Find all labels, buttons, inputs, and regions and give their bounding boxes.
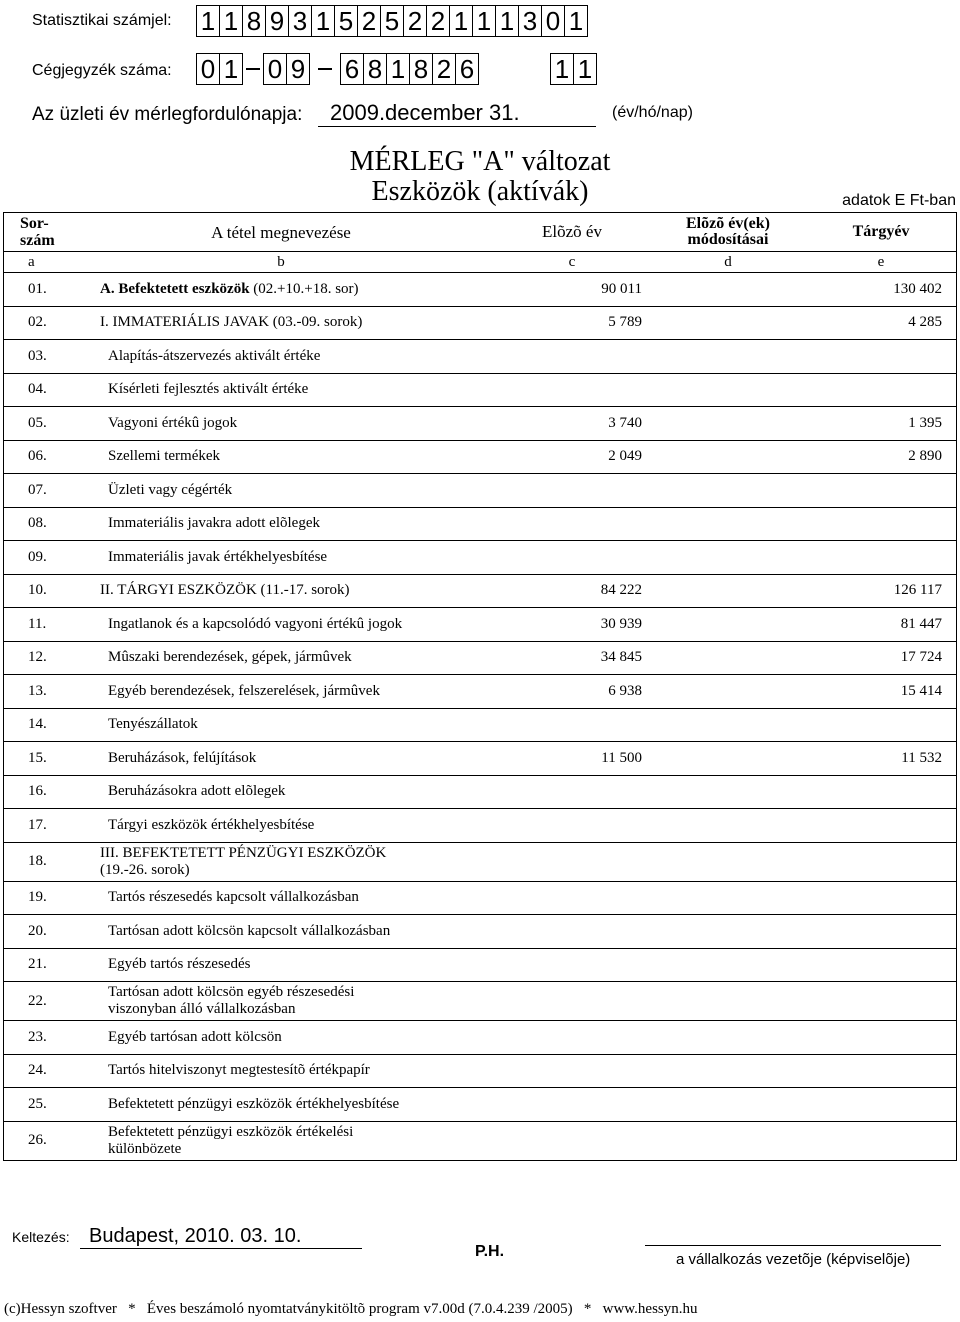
table-row: [4, 608, 956, 642]
digit-box: 1: [564, 5, 588, 37]
row-number: 11.: [28, 615, 47, 632]
row-number: 01.: [28, 280, 47, 297]
row-current-year: 17 724: [900, 649, 942, 666]
row-current-year: 2 890: [908, 448, 942, 465]
row-number: 14.: [28, 716, 47, 733]
table-row: [4, 273, 956, 307]
row-prev-year: 30 939: [600, 615, 642, 632]
row-label: Egyéb berendezések, felszerelések, jármûvek: [108, 682, 380, 699]
row-label: Befektetett pénzügyi eszközök értékhelyesbítése: [108, 1095, 400, 1112]
row-prev-year: 90 011: [601, 280, 642, 297]
col-header-prev: Elõzõ év: [542, 222, 602, 241]
unit-note: adatok E Ft-ban: [842, 192, 956, 209]
digit-box: 8: [242, 5, 266, 37]
signature-line: [645, 1245, 941, 1246]
row-number: 12.: [28, 649, 47, 666]
table-row: [4, 949, 956, 983]
digit-box: 0: [541, 5, 565, 37]
ceg-number-boxes: [197, 53, 597, 85]
row-current-year: 4 285: [908, 314, 942, 331]
row-label: A. Befektetett eszközök (02.+10.+18. sor): [100, 280, 359, 297]
row-label: Tárgyi eszközök értékhelyesbítése: [108, 816, 315, 833]
digit-box: 1: [550, 53, 574, 85]
table-body: [4, 273, 956, 1160]
row-label: Vagyoni értékû jogok: [108, 414, 238, 431]
row-label: Alapítás-átszervezés aktivált értéke: [108, 347, 321, 364]
digit-box: 0: [263, 53, 287, 85]
date-value: 2009.december 31.: [318, 100, 596, 127]
table-row: [4, 642, 956, 676]
row-prev-year: 11 500: [601, 749, 642, 766]
ceg-group-2: [264, 53, 310, 85]
row-prev-year: 3 740: [608, 414, 642, 431]
row-prev-year: 84 222: [600, 582, 642, 599]
column-letter-row: [4, 252, 956, 273]
table-row: [4, 374, 956, 408]
date-label: Az üzleti év mérlegfordulónapja:: [32, 104, 303, 125]
date-unit: (év/hó/nap): [612, 104, 693, 121]
row-number: 23.: [28, 1028, 47, 1045]
digit-box: 3: [288, 5, 312, 37]
table-row: [4, 307, 956, 341]
row-number: 13.: [28, 682, 47, 699]
digit-box: 6: [340, 53, 364, 85]
stat-number-boxes: [197, 5, 588, 37]
row-number: 07.: [28, 481, 47, 498]
date-place-label: Keltezés:: [12, 1229, 70, 1245]
balance-table: [3, 212, 957, 1161]
col-header-mod: Elõzõ év(ek) módosításai: [686, 215, 770, 248]
row-number: 18.: [28, 853, 47, 869]
table-row: [4, 441, 956, 475]
table-row: [4, 843, 956, 882]
row-current-year: 126 117: [893, 582, 942, 599]
digit-box: 5: [334, 5, 358, 37]
row-label: Tartós részesedés kapcsolt vállalkozásban: [108, 889, 359, 906]
row-label: Befektetett pénzügyi eszközök értékelési különbözete: [108, 1123, 354, 1157]
row-label: Egyéb tartósan adott kölcsön: [108, 1028, 282, 1045]
signature-label: a vállalkozás vezetõje (képviselõje): [676, 1251, 911, 1268]
table-row: [4, 575, 956, 609]
table-row: [4, 474, 956, 508]
row-label: Immateriális javak értékhelyesbítése: [108, 548, 328, 565]
digit-box: 3: [518, 5, 542, 37]
col-header-no: Sor- szám: [20, 215, 55, 249]
digit-box: 1: [495, 5, 519, 37]
table-row: [4, 508, 956, 542]
table-row: [4, 1055, 956, 1089]
row-number: 21.: [28, 956, 47, 973]
row-number: 19.: [28, 889, 47, 906]
digit-box: 9: [265, 5, 289, 37]
digit-box: 8: [409, 53, 433, 85]
row-label: Ingatlanok és a kapcsolódó vagyoni értékû jogok: [108, 615, 403, 632]
row-number: 17.: [28, 816, 47, 833]
stamp-placeholder: P.H.: [475, 1243, 505, 1260]
digit-box: 1: [472, 5, 496, 37]
row-label: III. BEFEKTETETT PÉNZÜGYI ESZKÖZÖK (19.-26. sorok): [100, 844, 387, 878]
digit-box: 8: [363, 53, 387, 85]
row-label: Immateriális javakra adott elõlegek: [108, 515, 320, 532]
table-header-row: [4, 213, 956, 252]
title-line1: MÉRLEG "A" változat: [349, 146, 611, 177]
row-number: 06.: [28, 448, 47, 465]
ceg-group-3: [341, 53, 479, 85]
table-row: [4, 1088, 956, 1122]
row-number: 16.: [28, 783, 47, 800]
col-header-name: A tétel megnevezése: [211, 222, 351, 242]
row-label: Tartósan adott kölcsön egyéb részesedési viszonyban álló vállalkozásban: [108, 984, 355, 1017]
row-number: 04.: [28, 381, 47, 398]
row-number: 24.: [28, 1062, 47, 1079]
row-label: Beruházásokra adott elõlegek: [108, 783, 286, 800]
ceg-dash: [318, 68, 332, 70]
row-prev-year: 6 938: [608, 682, 642, 699]
digit-box: 6: [455, 53, 479, 85]
digit-box: 5: [380, 5, 404, 37]
letter-b: b: [277, 253, 285, 270]
ceg-group-1: [197, 53, 243, 85]
row-number: 26.: [28, 1132, 47, 1148]
row-number: 20.: [28, 922, 47, 939]
digit-box: 1: [219, 5, 243, 37]
digit-box: 1: [449, 5, 473, 37]
row-number: 09.: [28, 548, 47, 565]
row-prev-year: 2 049: [608, 448, 642, 465]
footer-note: (c)Hessyn szoftver * Éves beszámoló nyomtatványkitöltõ program v7.00d (7.0.4.239 /2005) * www.hessyn.hu: [4, 1301, 698, 1317]
row-label: Egyéb tartós részesedés: [108, 956, 251, 973]
row-number: 25.: [28, 1095, 47, 1112]
letter-c: c: [568, 253, 576, 270]
digit-box: 0: [196, 53, 220, 85]
table-row: [4, 915, 956, 949]
row-label: Tartósan adott kölcsön kapcsolt vállalkozásban: [108, 922, 391, 939]
table-row: [4, 809, 956, 843]
row-label: II. TÁRGYI ESZKÖZÖK (11.-17. sorok): [100, 582, 350, 599]
date-place-value: Budapest, 2010. 03. 10.: [80, 1224, 362, 1249]
letter-a: a: [28, 253, 35, 270]
ceg-dash: [246, 68, 260, 70]
row-label-bold: A. Befektetett eszközök: [100, 280, 250, 297]
digit-box: 2: [426, 5, 450, 37]
table-row: [4, 1122, 956, 1160]
digit-box: 2: [357, 5, 381, 37]
table-row: [4, 1021, 956, 1055]
row-prev-year: 5 789: [608, 314, 642, 331]
table-row: [4, 982, 956, 1021]
row-number: 05.: [28, 414, 47, 431]
row-label: Üzleti vagy cégérték: [108, 481, 233, 498]
title-line2: Eszközök (aktívák): [371, 176, 589, 207]
row-current-year: 1 395: [908, 414, 942, 431]
row-current-year: 11 532: [901, 749, 942, 766]
ceg-group-4: [551, 53, 597, 85]
table-row: [4, 407, 956, 441]
table-row: [4, 709, 956, 743]
table-row: [4, 541, 956, 575]
row-label: Tartós hitelviszonyt megtestesítõ értékpapír: [108, 1062, 370, 1079]
row-label: Mûszaki berendezések, gépek, jármûvek: [108, 649, 352, 666]
letter-d: d: [724, 253, 732, 270]
row-prev-year: 34 845: [600, 649, 642, 666]
digit-box: 1: [311, 5, 335, 37]
table-row: [4, 882, 956, 916]
row-current-year: 81 447: [900, 615, 942, 632]
row-current-year: 15 414: [900, 682, 942, 699]
row-number: 08.: [28, 515, 47, 532]
row-label: Kísérleti fejlesztés aktivált értéke: [108, 381, 309, 398]
digit-box: 1: [573, 53, 597, 85]
digit-box: 9: [286, 53, 310, 85]
table-row: [4, 776, 956, 810]
row-label: Szellemi termékek: [108, 448, 221, 465]
row-number: 03.: [28, 347, 47, 364]
row-number: 10.: [28, 582, 47, 599]
digit-box: 1: [196, 5, 220, 37]
row-current-year: 130 402: [893, 280, 942, 297]
row-label: I. IMMATERIÁLIS JAVAK (03.-09. sorok): [100, 314, 363, 331]
ceg-label: Cégjegyzék száma:: [32, 62, 172, 79]
row-number: 02.: [28, 314, 47, 331]
digit-box: 1: [219, 53, 243, 85]
row-label: Tenyészállatok: [108, 716, 198, 733]
stat-label: Statisztikai számjel:: [32, 12, 172, 29]
digit-box: 2: [403, 5, 427, 37]
table-row: [4, 340, 956, 374]
row-number: 15.: [28, 749, 47, 766]
row-number: 22.: [28, 992, 47, 1009]
digit-box: 1: [386, 53, 410, 85]
col-header-curr: Tárgyév: [852, 223, 910, 240]
letter-e: e: [877, 253, 885, 270]
table-row: [4, 675, 956, 709]
digit-box: 2: [432, 53, 456, 85]
table-row: [4, 742, 956, 776]
row-label: Beruházások, felújítások: [108, 749, 257, 766]
